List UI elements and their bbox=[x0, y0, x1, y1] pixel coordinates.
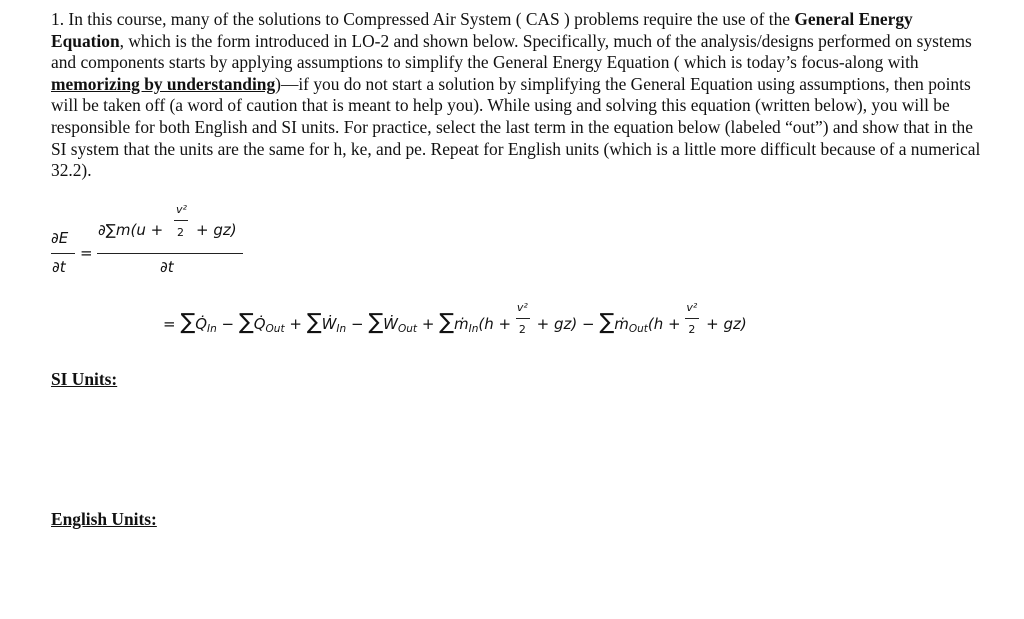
mid-numerator-end: + gz) bbox=[196, 221, 237, 239]
q-in: Q̇ bbox=[195, 315, 207, 333]
english-units-heading: English Units: bbox=[51, 509, 157, 529]
si-units-heading: SI Units: bbox=[51, 369, 118, 389]
two-2: 2 bbox=[688, 323, 696, 336]
mid-v-squared: v² bbox=[176, 203, 187, 216]
frac-bar-1 bbox=[516, 318, 530, 319]
q-out-sub: Out bbox=[265, 323, 285, 335]
v-squared-1: v² bbox=[516, 301, 528, 314]
m-in-sub: In bbox=[468, 323, 479, 335]
gz-close-1: + gz) bbox=[536, 315, 578, 333]
w-in-sub: In bbox=[336, 323, 347, 335]
sum-symbol: ∑ bbox=[599, 310, 615, 335]
minus-3: − bbox=[582, 315, 595, 333]
frac-v2-2 bbox=[685, 301, 701, 336]
sum-symbol: ∑ bbox=[238, 310, 254, 335]
frac-v2-1 bbox=[516, 301, 532, 336]
minus-1: − bbox=[221, 315, 235, 333]
mid-inner-fraction-bar bbox=[174, 220, 188, 221]
memorizing-phrase: memorizing by understanding bbox=[51, 73, 276, 94]
w-out: Ẇ bbox=[383, 315, 398, 333]
two-1: 2 bbox=[518, 323, 526, 336]
lhs-numerator: ∂E bbox=[51, 229, 69, 247]
sum-symbol: ∑ bbox=[439, 310, 454, 335]
m-out: ṁ bbox=[614, 315, 629, 333]
mid-denominator: ∂t bbox=[160, 258, 174, 276]
v-squared-2: v² bbox=[686, 301, 698, 314]
lhs-fraction-bar bbox=[51, 253, 75, 254]
mid-two: 2 bbox=[177, 226, 184, 239]
problem-text-b: , which is the form introduced in LO-2 and shown below. Specifically, much of the analysis/designs performed on systems and components starts by applying assumptions to simplify the General Energy Equation ( which is today’s focus-along with bbox=[51, 30, 972, 73]
equals-sign-1: = bbox=[80, 244, 93, 262]
m-out-sub: Out bbox=[628, 323, 648, 335]
w-in: Ẇ bbox=[321, 315, 337, 333]
h-open-2: (h + bbox=[647, 315, 681, 333]
problem-statement bbox=[51, 9, 981, 182]
problem-text-c: )—if you do not start a solution by simplifying the General Equation using assumptions, then points will be taken off (a word of caution that is meant to help you). While using and solving this equation (written below), you will be responsible for both English and SI units. For practice, select the last term in the equation below (labeled “out”) and show that in the SI system that the units are the same for h, ke, and pe. Repeat for English units (which is a little more difficult because of a numerical 32.2). bbox=[51, 73, 981, 181]
lhs-denominator: ∂t bbox=[52, 258, 66, 276]
mid-fraction-bar bbox=[97, 253, 243, 254]
q-in-sub: In bbox=[207, 323, 217, 335]
w-out-sub: Out bbox=[397, 323, 418, 335]
minus-2: − bbox=[350, 315, 364, 333]
sum-symbol: ∑ bbox=[180, 310, 196, 335]
problem-text-a: In this course, many of the solutions to Compressed Air System ( CAS ) problems require the use of the bbox=[68, 9, 795, 29]
gz-close-2: + gz) bbox=[706, 315, 747, 333]
sum-symbol: ∑ bbox=[368, 310, 384, 335]
equals-sign-2: = bbox=[163, 315, 176, 333]
m-in: ṁ bbox=[454, 315, 469, 333]
rhs-line bbox=[163, 301, 747, 336]
sum-symbol: ∑ bbox=[306, 310, 322, 335]
problem-number: 1. bbox=[51, 9, 65, 29]
plus-2: + bbox=[421, 315, 435, 333]
q-out: Q̇ bbox=[253, 315, 266, 333]
frac-bar-2 bbox=[685, 318, 699, 319]
general-energy-equation-term: General Energy Equation bbox=[51, 9, 913, 51]
plus-1: + bbox=[289, 315, 302, 333]
mid-numerator: ∂∑m(u + bbox=[98, 221, 164, 239]
h-open-1: (h + bbox=[478, 315, 512, 333]
